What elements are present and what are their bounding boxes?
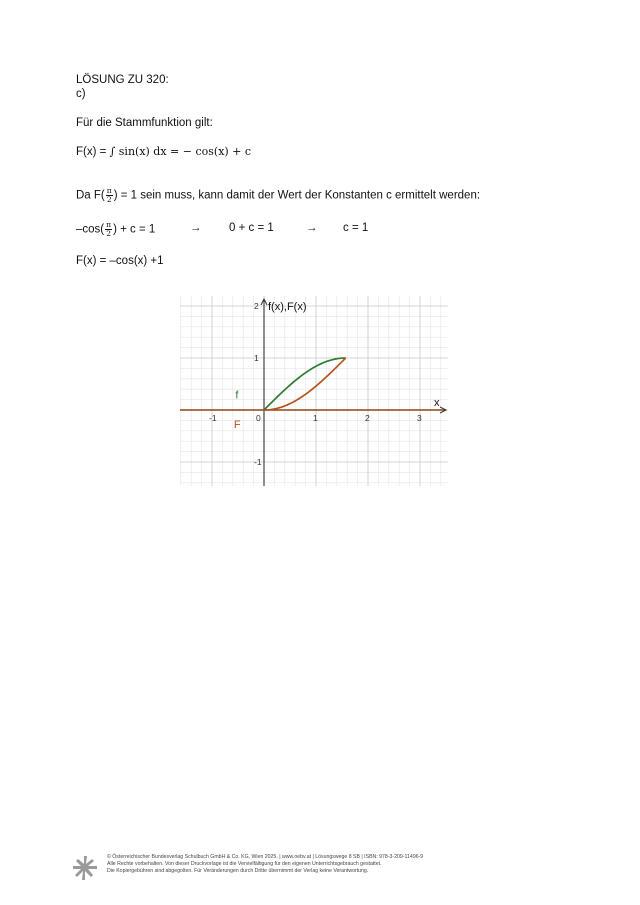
condition-line [76, 187, 480, 204]
function-graph [180, 296, 448, 486]
footer-line: Alle Rechte vorbehalten. Von dieser Druckvorlage ist die Vervielfältigung für den eigenen Unterrichtsgebrauch gestattet. [107, 861, 382, 867]
result-line: F(x) = –cos(x) +1 [76, 255, 164, 267]
y-axis-label: f(x),F(x) [268, 301, 307, 313]
fraction-numerator: π [106, 186, 112, 195]
grid-major [180, 296, 448, 486]
formula-rhs: ∫ sin(x) dx = − cos(x) + c [109, 145, 252, 158]
step1-before: –cos( [76, 223, 105, 236]
grid-minor [180, 296, 448, 486]
y-tick-label: -1 [254, 457, 262, 467]
curves [264, 358, 346, 410]
formula-line [76, 145, 251, 159]
x-tick-label: 1 [313, 413, 318, 423]
step3: c = 1 [343, 222, 369, 234]
footer-line: © Österreichischer Bundesverlag Schulbuch GmbH & Co. KG, Wien 2025. | www.oebv.at | Lösungswege 8 SB | ISBN: 978-3-209-11496-9 [107, 854, 424, 860]
pi-half-fraction [105, 221, 112, 238]
y-tick-label: 1 [254, 353, 259, 363]
tick-labels [209, 301, 440, 467]
step1 [76, 221, 155, 238]
x-axis-label: x [434, 397, 440, 409]
x-tick-label: 0 [256, 413, 261, 423]
series-label-f: f [235, 389, 239, 402]
arrow-icon: → [306, 222, 318, 234]
series-curve-F [264, 358, 346, 410]
footer [107, 854, 423, 875]
publisher-logo-icon [72, 855, 98, 881]
condition-after: ) = 1 sein muss, kann damit der Wert der Konstanten c ermittelt werden: [113, 189, 481, 202]
x-tick-label: 3 [417, 413, 422, 423]
intro-text: Für die Stammfunktion gilt: [76, 117, 213, 129]
step2: 0 + c = 1 [229, 222, 274, 234]
formula-lhs: F(x) = [76, 146, 110, 158]
condition-before: Da F( [76, 189, 105, 202]
series-label-F: F [233, 419, 241, 432]
part-label: c) [76, 88, 86, 100]
footer-line: Die Kopiergebühren sind abgegolten. Für Veränderungen durch Dritte übernimmt der Verlag keine Verantwortung. [107, 868, 369, 874]
step1-after: ) + c = 1 [113, 223, 156, 236]
x-tick-label: -1 [209, 413, 217, 423]
pi-half-fraction [106, 187, 113, 204]
x-tick-label: 2 [365, 413, 370, 423]
fraction-denominator: 2 [106, 229, 111, 238]
y-tick-label: 2 [254, 301, 259, 311]
series-curve-f [264, 358, 346, 410]
fraction-denominator: 2 [106, 195, 112, 204]
heading: LÖSUNG ZU 320: [76, 74, 169, 86]
arrow-icon: → [190, 222, 202, 234]
fraction-numerator: π [106, 220, 112, 229]
